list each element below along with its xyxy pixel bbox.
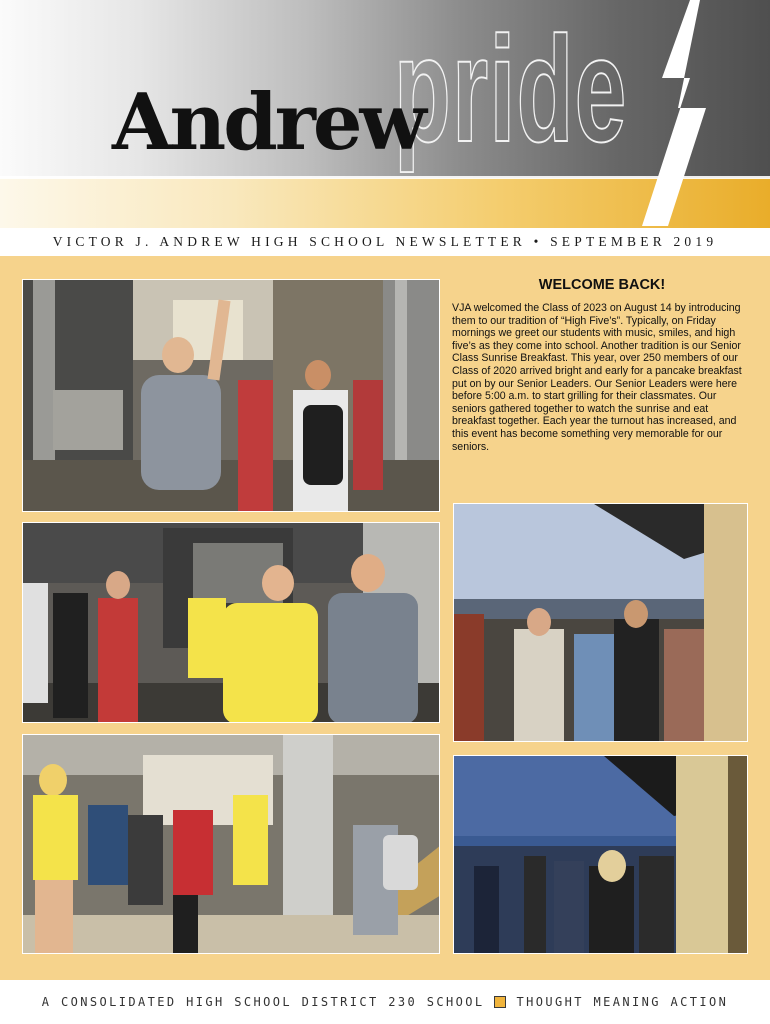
photo-staff-greeting bbox=[22, 522, 440, 723]
photo-crowd-at-dawn bbox=[453, 755, 748, 954]
square-bullet-icon bbox=[494, 996, 506, 1008]
footer-motto: THOUGHT MEANING ACTION bbox=[516, 995, 729, 1009]
photo-hallway-high-fives bbox=[22, 279, 440, 512]
photo-students-arriving bbox=[22, 734, 440, 954]
article-welcome-back bbox=[452, 277, 752, 453]
masthead bbox=[0, 0, 770, 228]
footer-district-text: A CONSOLIDATED HIGH SCHOOL DISTRICT 230 SCHOOL bbox=[41, 995, 485, 1009]
title-pride: pride bbox=[394, 5, 628, 173]
newsletter-subtitle: VICTOR J. ANDREW HIGH SCHOOL NEWSLETTER • SEPTEMBER 2019 bbox=[0, 228, 770, 256]
title-andrew: Andrew bbox=[112, 77, 424, 168]
footer bbox=[0, 980, 770, 1024]
article-heading: WELCOME BACK! bbox=[538, 277, 666, 293]
article-body: VJA welcomed the Class of 2023 on August 14 by introducing them to our tradition of “High Five’s”. Typically, on Friday mornings we greet our students with music, smiles, and high five’s as they come into school. Another tradition is our Senior Class Sunrise Breakfast. This year, over 250 members of our Class of 2020 arrived bright and early for a pancake breakfast put on by our Senior Leaders. Our Senior Leaders were here before 5:00 a.m. to start grilling for their classmates. Our seniors gathered together to watch the sunrise and eat breakfast together. Each year the turnout has increased, and this event has become something very memorable for our seniors. bbox=[452, 302, 742, 453]
photo-sunrise-breakfast bbox=[453, 503, 748, 742]
